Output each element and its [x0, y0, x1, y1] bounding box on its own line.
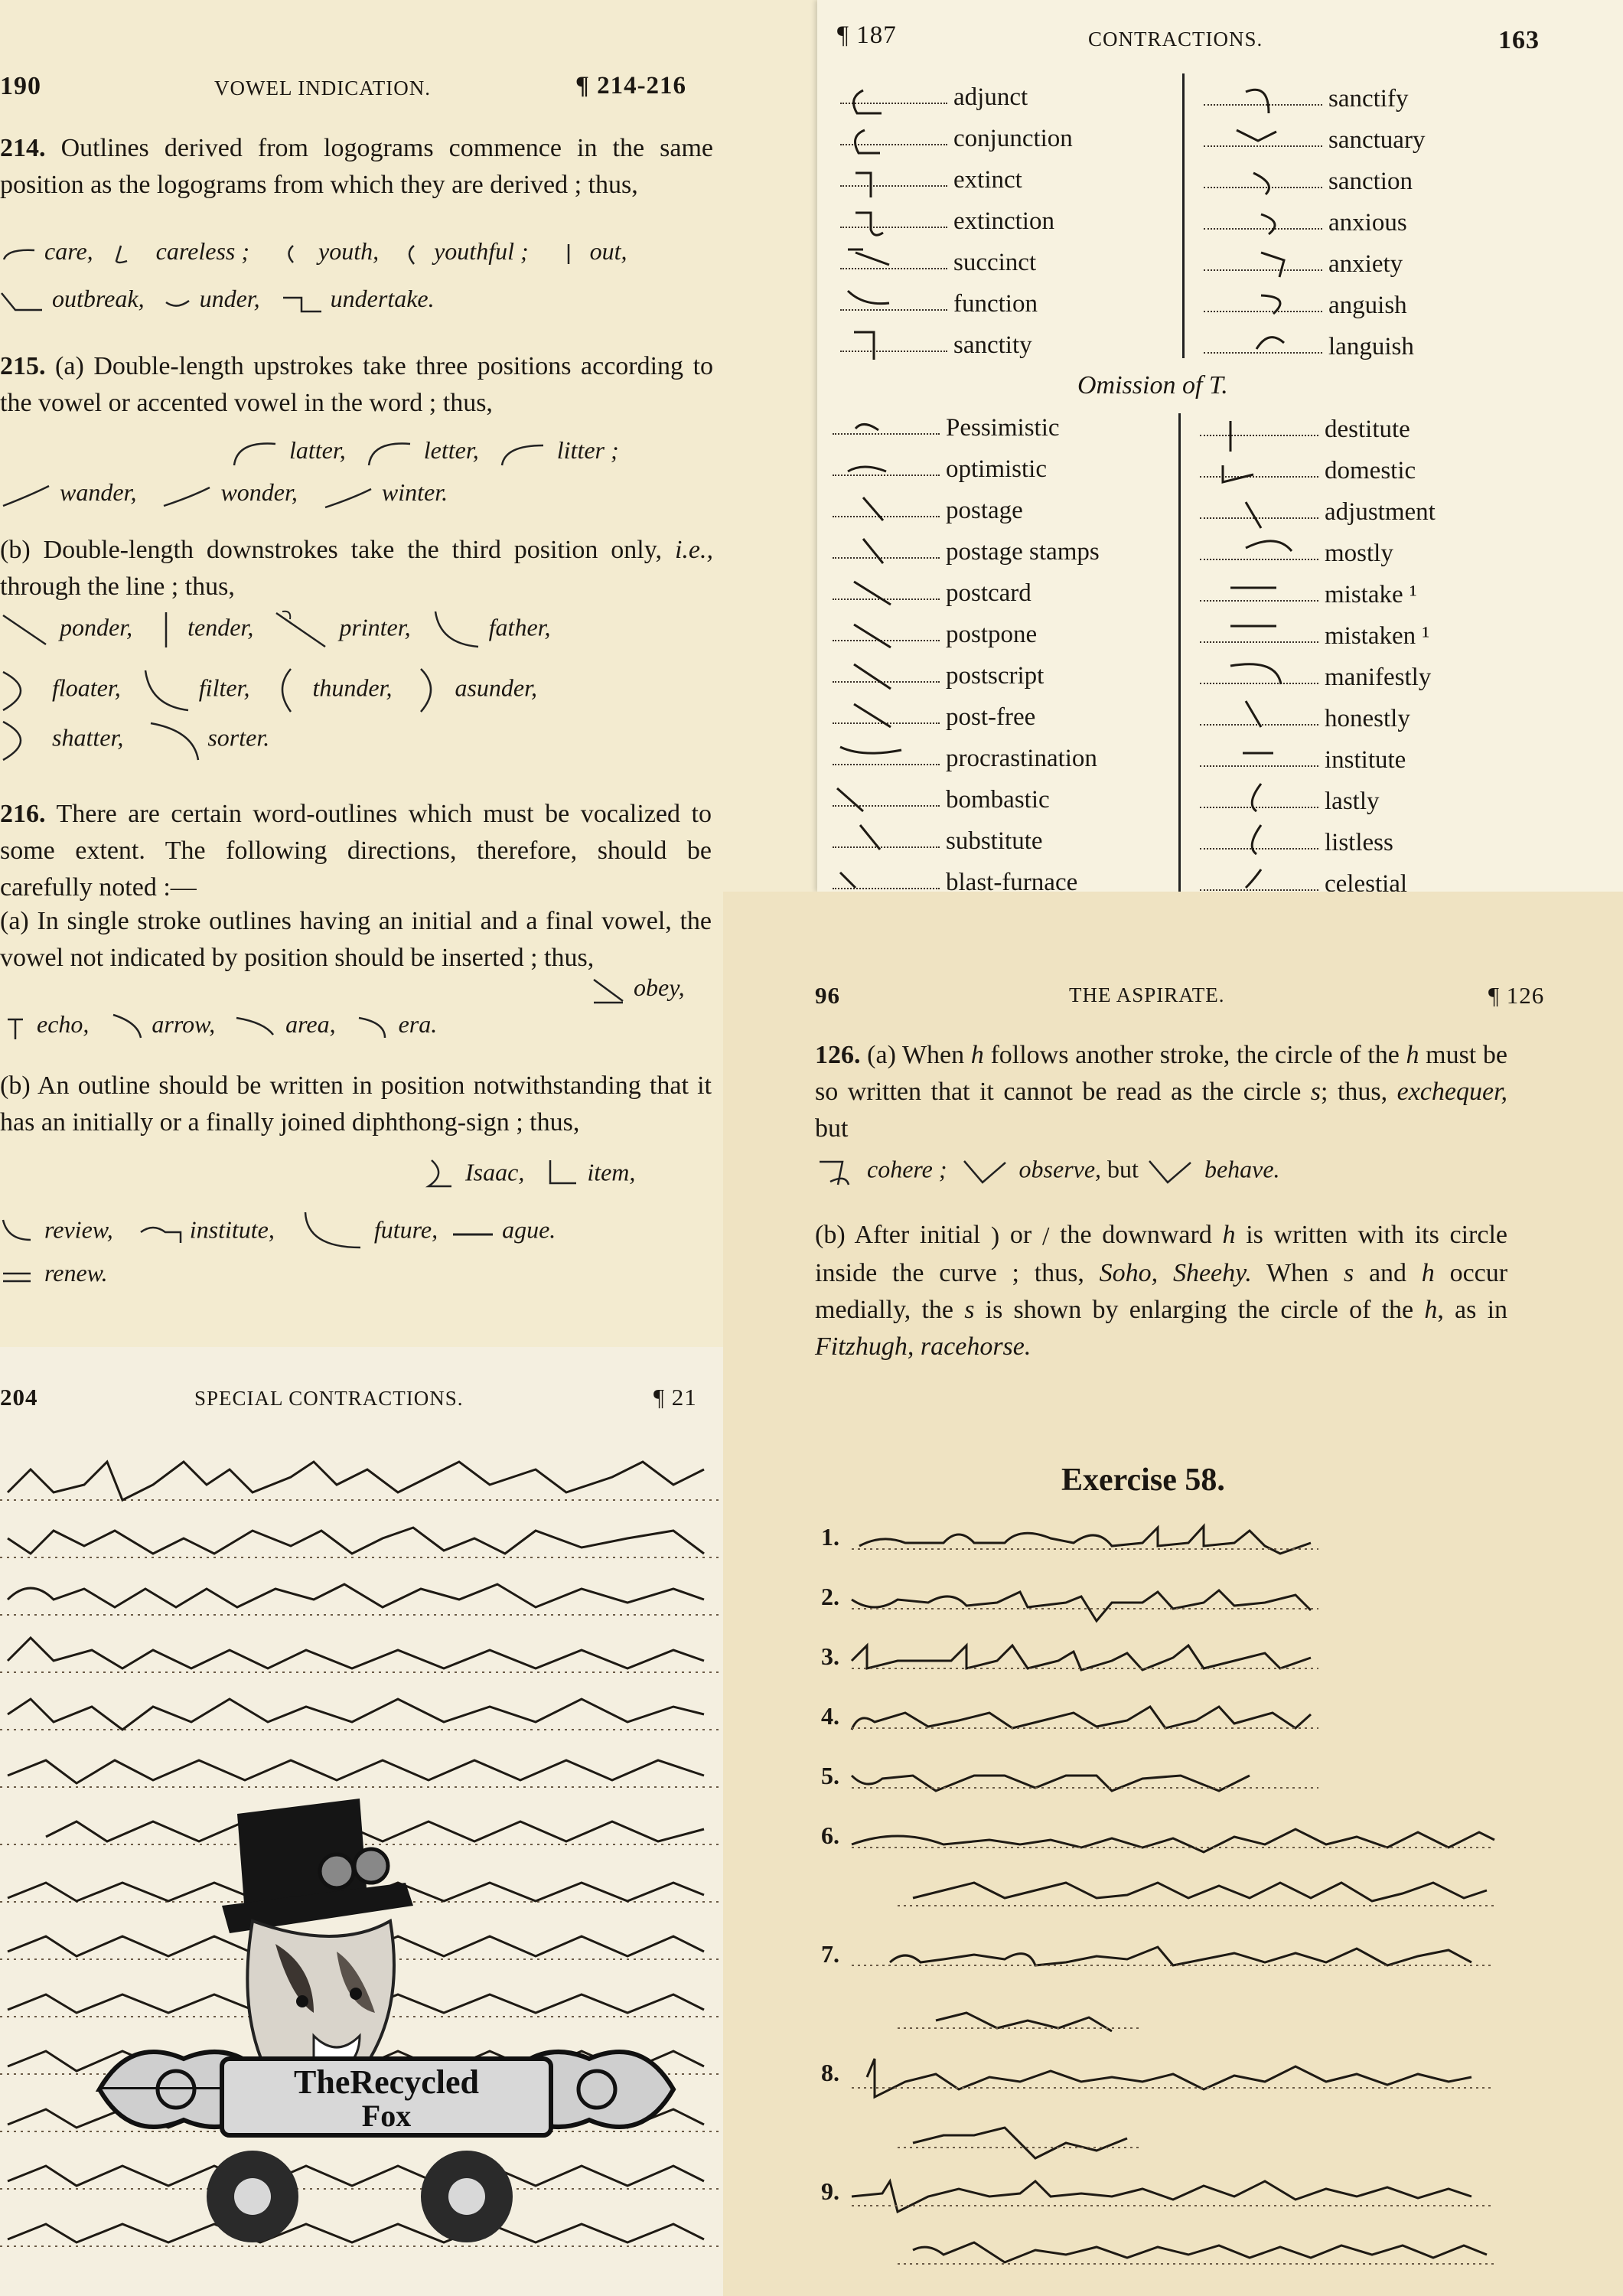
list-item-label: mistaken ¹ — [1325, 621, 1430, 650]
example-word: wonder, — [220, 478, 298, 506]
list-item — [833, 614, 1100, 655]
paragraph-text: is written with its circle inside the curve ; thus, — [815, 1221, 1507, 1288]
list-item-label: function — [953, 289, 1038, 318]
shorthand-outline — [364, 438, 418, 468]
example-word: filter, — [198, 673, 250, 702]
example-word: asunder, — [455, 673, 538, 702]
example-word: latter, — [289, 436, 346, 464]
paragraph-text: An outline should be written in position notwithstanding that it has an initially or a finally joined diphthong-sign ; thus, — [0, 1071, 712, 1137]
example-word: tender, — [187, 613, 254, 641]
shorthand-outline — [148, 716, 201, 765]
aspirate-page — [723, 892, 1623, 2296]
list-item-label: sanctity — [953, 331, 1032, 359]
example-row — [230, 436, 619, 468]
example-row — [0, 666, 537, 715]
example-word: area, — [285, 1010, 336, 1038]
paragraph-text: , as in — [1437, 1296, 1508, 1325]
paragraph-text: but — [815, 1114, 849, 1143]
example-word: behave. — [1204, 1155, 1280, 1183]
example-row — [0, 1259, 108, 1287]
list-item-label: substitute — [946, 827, 1043, 855]
exercise-number: 6. — [821, 1821, 839, 1849]
shorthand-outline — [429, 608, 483, 651]
page-number: 190 — [0, 72, 41, 100]
paragraph-text: or — [1009, 1221, 1032, 1249]
example-word: echo, — [37, 1010, 90, 1038]
paragraph-text: Double-length upstrokes take three positions according to the vowel or accented vowel in the word ; thus, — [0, 352, 714, 417]
section-ref: ¶ 21 — [653, 1384, 697, 1411]
shorthand-outline — [589, 975, 627, 1006]
shorthand-outline — [138, 1217, 184, 1247]
list-item — [833, 448, 1100, 490]
example-word: floater, — [52, 673, 121, 702]
list-item-label: domestic — [1325, 456, 1416, 484]
list-item-label: sanction — [1328, 167, 1413, 195]
shorthand-outline — [151, 611, 181, 649]
paragraph-text: There are certain word-outlines which must be vocalized to some extent. The following directions, therefore, should be carefully noted :— — [0, 800, 712, 902]
list-item — [840, 118, 1073, 159]
shorthand-outline — [299, 1209, 368, 1255]
example-word: out, — [589, 237, 627, 265]
section-ref: ¶ 187 — [837, 21, 897, 49]
example-row — [815, 1154, 1280, 1189]
example-word: Isaac, — [465, 1158, 525, 1186]
example-word: careless ; — [155, 237, 249, 265]
list-item-label: sanctify — [1328, 84, 1409, 113]
contractions-column-2 — [1204, 78, 1425, 367]
paragraph-number: 126. — [815, 1041, 861, 1069]
shorthand-outline — [410, 666, 448, 715]
running-title: VOWEL INDICATION. — [214, 77, 431, 99]
exercise-title: Exercise 58. — [1061, 1463, 1225, 1498]
list-item-label: anguish — [1328, 291, 1407, 319]
list-item — [833, 572, 1100, 614]
contractions-column-1 — [840, 77, 1073, 366]
section-ref: ¶ 126 — [1488, 982, 1545, 1009]
example-word: printer, — [339, 613, 411, 641]
shorthand-outline — [0, 717, 46, 763]
letter-s: s — [964, 1296, 975, 1325]
letter-h: h — [1421, 1259, 1435, 1288]
list-item — [1200, 739, 1436, 781]
paragraph-ie: i.e., — [674, 536, 714, 564]
omission-column-2 — [1200, 409, 1436, 892]
list-item — [1204, 285, 1425, 326]
example-word: care, — [44, 237, 93, 265]
example-row — [0, 716, 269, 765]
example-word: obey, — [634, 974, 685, 1001]
example-word: arrow, — [152, 1010, 216, 1038]
paragraph-214 — [0, 130, 713, 204]
list-item — [1200, 574, 1436, 615]
column-divider — [1182, 73, 1185, 358]
list-item-label: post-free — [946, 703, 1036, 731]
shorthand-outline — [0, 1012, 31, 1042]
shorthand-curve: / — [1041, 1222, 1050, 1251]
example-word: youth, — [318, 237, 380, 265]
list-item — [1204, 326, 1425, 367]
list-item — [1200, 533, 1436, 574]
shorthand-outline — [322, 480, 376, 510]
shorthand-outline — [274, 243, 312, 266]
list-item — [1200, 822, 1436, 863]
list-item-label: procrastination — [946, 744, 1097, 772]
list-item — [840, 283, 1073, 325]
paragraph-text: follows another stroke, the circle of the — [990, 1041, 1400, 1069]
exercise-shorthand — [821, 1523, 1510, 2288]
shorthand-outline — [139, 667, 193, 713]
list-item-label: conjunction — [953, 124, 1073, 152]
shorthand-outline — [0, 290, 46, 313]
example-word: ponder, — [60, 613, 133, 641]
paragraph-text: ; thus, — [1321, 1078, 1388, 1106]
shorthand-outline — [960, 1156, 1013, 1187]
example-word: ague. — [502, 1215, 556, 1244]
shorthand-outline — [0, 611, 54, 649]
paragraph-text: When — [901, 1041, 965, 1069]
list-item — [1204, 243, 1425, 285]
running-title: THE ASPIRATE. — [1069, 983, 1225, 1006]
list-item-label: anxious — [1328, 208, 1407, 236]
paragraph-label: (a) — [867, 1041, 896, 1069]
list-item-label: adjustment — [1325, 497, 1436, 526]
shorthand-curve: ) — [990, 1222, 1000, 1251]
logo-line-1: TheRecycled — [294, 2063, 479, 2101]
list-item-label: languish — [1328, 332, 1414, 360]
example-word: undertake. — [330, 285, 435, 312]
exercise-number: 7. — [821, 1940, 839, 1968]
list-item-label: Pessimistic — [946, 413, 1060, 442]
paragraph-216a — [0, 903, 712, 977]
list-item — [840, 325, 1073, 366]
shorthand-outline — [230, 438, 283, 468]
shorthand-outline — [233, 1012, 279, 1042]
example-word: sorter. — [207, 723, 270, 752]
paragraph-label: (a) — [55, 352, 84, 380]
shorthand-outline — [0, 667, 46, 713]
paragraph-215a — [0, 348, 713, 422]
omission-column-1 — [833, 407, 1100, 892]
page-number: 96 — [815, 982, 840, 1009]
example-word: renew. — [44, 1259, 108, 1287]
page-number: 163 — [1498, 26, 1540, 54]
list-item-label: postcard — [946, 579, 1031, 607]
running-title: CONTRACTIONS. — [1088, 28, 1263, 51]
example-word: winter. — [381, 478, 448, 506]
paragraph-text: Double-length downstrokes take the third position only, — [43, 536, 663, 564]
fox-logo-image — [84, 1783, 689, 2250]
vowel-indication-page — [0, 0, 819, 1347]
logo-line-2: Fox — [361, 2099, 412, 2133]
letter-h: h — [1406, 1041, 1419, 1069]
list-item — [1204, 161, 1425, 202]
list-item — [1200, 863, 1436, 892]
shorthand-outline — [0, 243, 38, 266]
shorthand-outline — [279, 289, 324, 315]
shorthand-outline — [0, 1217, 38, 1247]
exercise-number: 1. — [821, 1523, 839, 1551]
paragraph-label: (a) — [0, 907, 29, 935]
shorthand-outline — [815, 1154, 861, 1189]
list-item — [840, 242, 1073, 283]
list-item — [1200, 450, 1436, 491]
example-word: institute, — [189, 1215, 275, 1244]
letter-h: h — [1222, 1221, 1236, 1249]
paragraph-216 — [0, 796, 712, 906]
list-item-label: celestial — [1325, 869, 1408, 892]
list-item-label: succinct — [953, 248, 1037, 276]
list-item-label: postage — [946, 496, 1023, 524]
letter-s: s — [1343, 1259, 1354, 1288]
shorthand-outline — [397, 243, 428, 266]
section-heading: Omission of T. — [1077, 371, 1228, 400]
list-item-label: blast-furnace — [946, 868, 1078, 892]
list-item — [1200, 409, 1436, 450]
shorthand-outline — [354, 1012, 393, 1042]
list-item-label: destitute — [1325, 415, 1410, 443]
example-word: outbreak, — [52, 285, 145, 312]
paragraph-text: is shown by enlarging the circle of the — [985, 1296, 1414, 1325]
list-item — [1200, 657, 1436, 698]
list-item — [833, 820, 1100, 862]
shorthand-outline — [543, 1156, 581, 1194]
running-head — [817, 21, 1623, 70]
paragraph-text: the downward — [1060, 1221, 1212, 1249]
example-row — [0, 285, 435, 315]
shorthand-outline — [107, 1012, 145, 1042]
example-word: Sheehy. — [1172, 1259, 1252, 1288]
list-item — [840, 201, 1073, 242]
list-item — [833, 696, 1100, 738]
list-item — [1204, 202, 1425, 243]
paragraph-216b — [0, 1068, 712, 1141]
paragraph-label: (b) — [0, 1071, 31, 1100]
page-number: 204 — [0, 1384, 38, 1411]
shorthand-outline — [268, 666, 306, 715]
example-word: Fitzhugh, — [815, 1332, 914, 1362]
example-word: observe, — [1018, 1155, 1102, 1183]
list-item-label: institute — [1325, 745, 1406, 774]
list-item-label: extinction — [953, 207, 1054, 235]
list-item-label: postage stamps — [946, 537, 1100, 566]
paragraph-text: but — [1107, 1155, 1139, 1183]
example-row — [0, 1010, 437, 1042]
shorthand-outline — [421, 1156, 459, 1194]
paragraph-text: In single stroke outlines having an initial and a final vowel, the vowel not indicated by position should be inserted ; thus, — [0, 907, 712, 972]
exercise-rows — [821, 1523, 1510, 2288]
running-head — [723, 983, 1623, 1029]
shorthand-outline — [0, 480, 54, 510]
list-item — [1204, 78, 1425, 119]
example-word: shatter, — [52, 723, 124, 752]
list-item-label: lastly — [1325, 787, 1380, 815]
example-row — [0, 608, 551, 651]
list-item — [840, 159, 1073, 201]
list-item — [833, 531, 1100, 572]
example-row — [0, 478, 448, 510]
paragraph-text: After initial — [854, 1221, 981, 1249]
list-item — [1200, 781, 1436, 822]
paragraph-text: and — [1368, 1259, 1407, 1288]
paragraph-text: occur medially, the — [815, 1259, 1508, 1325]
list-item — [1200, 491, 1436, 533]
column-divider — [1178, 413, 1181, 892]
the-recycled-fox-logo — [84, 1783, 689, 2250]
list-item-label: postpone — [946, 620, 1038, 648]
example-word: racehorse. — [920, 1332, 1031, 1362]
list-item — [833, 490, 1100, 531]
exercise-number: 5. — [821, 1762, 839, 1789]
exercise-number: 9. — [821, 2177, 839, 2205]
example-word: exchequer, — [1396, 1078, 1508, 1106]
paragraph-number: 215. — [0, 352, 46, 380]
list-item — [833, 779, 1100, 820]
list-item-label: optimistic — [946, 455, 1047, 483]
paragraph-number: 214. — [0, 134, 46, 162]
paragraph-text: When — [1266, 1259, 1329, 1288]
running-head — [0, 72, 819, 122]
example-word: future, — [373, 1215, 438, 1244]
paragraph-text-2: through the line ; thus, — [0, 572, 235, 601]
shorthand-outline — [497, 438, 551, 468]
example-row — [0, 1209, 556, 1255]
example-word: era. — [398, 1010, 438, 1038]
shorthand-outline — [450, 1221, 496, 1244]
shorthand-outline — [161, 480, 214, 510]
exercise-number: 8. — [821, 2059, 839, 2086]
example-word: thunder, — [312, 673, 393, 702]
list-item — [833, 862, 1100, 892]
list-item — [1204, 119, 1425, 161]
list-item-label: postscript — [946, 661, 1045, 690]
list-item-label: honestly — [1325, 704, 1410, 732]
example-word: letter, — [423, 436, 479, 464]
paragraph-215b — [0, 532, 713, 605]
paragraph-number: 216. — [0, 800, 46, 828]
exercise-number: 4. — [821, 1702, 839, 1730]
shorthand-outline — [112, 243, 150, 266]
example-word: Soho, — [1099, 1259, 1159, 1288]
section-ref: ¶ 214-216 — [575, 72, 687, 99]
letter-s: s — [1310, 1078, 1322, 1106]
exercise-number: 2. — [821, 1583, 839, 1610]
letter-h: h — [1424, 1296, 1438, 1325]
shorthand-outline — [553, 243, 584, 266]
list-item-label: sanctuary — [1328, 126, 1426, 154]
list-item-label: anxiety — [1328, 249, 1403, 278]
example-word: under, — [199, 285, 260, 312]
list-item-label: bombastic — [946, 785, 1050, 814]
letter-h: h — [970, 1041, 984, 1069]
paragraph-126a — [815, 1037, 1507, 1147]
example-word: litter ; — [556, 436, 619, 464]
example-word: wander, — [60, 478, 137, 506]
shorthand-outline — [272, 608, 333, 651]
list-item — [833, 407, 1100, 448]
shorthand-outline — [1145, 1156, 1198, 1187]
shorthand-outline — [0, 1264, 38, 1287]
example-row — [421, 1156, 635, 1194]
list-item-label: listless — [1325, 828, 1393, 856]
exercise-number: 3. — [821, 1642, 839, 1670]
list-item-label: adjunct — [953, 83, 1028, 111]
paragraph-text: must be so written that it cannot be read as the circle — [815, 1041, 1507, 1106]
contractions-page — [817, 0, 1623, 892]
paragraph-label: (b) — [0, 536, 31, 564]
example-word: father, — [488, 613, 551, 641]
list-item — [833, 655, 1100, 696]
list-item-label: mostly — [1325, 539, 1393, 567]
list-item — [840, 77, 1073, 118]
example-word: cohere ; — [867, 1155, 947, 1183]
list-item-label: manifestly — [1325, 663, 1432, 691]
list-item — [1200, 698, 1436, 739]
example-word: youthful ; — [434, 237, 529, 265]
paragraph-126b — [815, 1217, 1507, 1365]
running-title: SPECIAL CONTRACTIONS. — [194, 1387, 464, 1410]
example-row — [0, 237, 627, 266]
paragraph-text: Outlines derived from logograms commence in the same position as the logograms from which they are derived ; thus, — [0, 134, 713, 199]
list-item-label: extinct — [953, 165, 1022, 194]
list-item — [833, 738, 1100, 779]
list-item — [1200, 615, 1436, 657]
example-row — [589, 974, 685, 1006]
list-item-label: mistake ¹ — [1325, 580, 1417, 608]
example-word: item, — [587, 1158, 636, 1186]
shorthand-outline — [163, 290, 194, 313]
paragraph-label: (b) — [815, 1221, 846, 1249]
example-word: review, — [44, 1215, 113, 1244]
